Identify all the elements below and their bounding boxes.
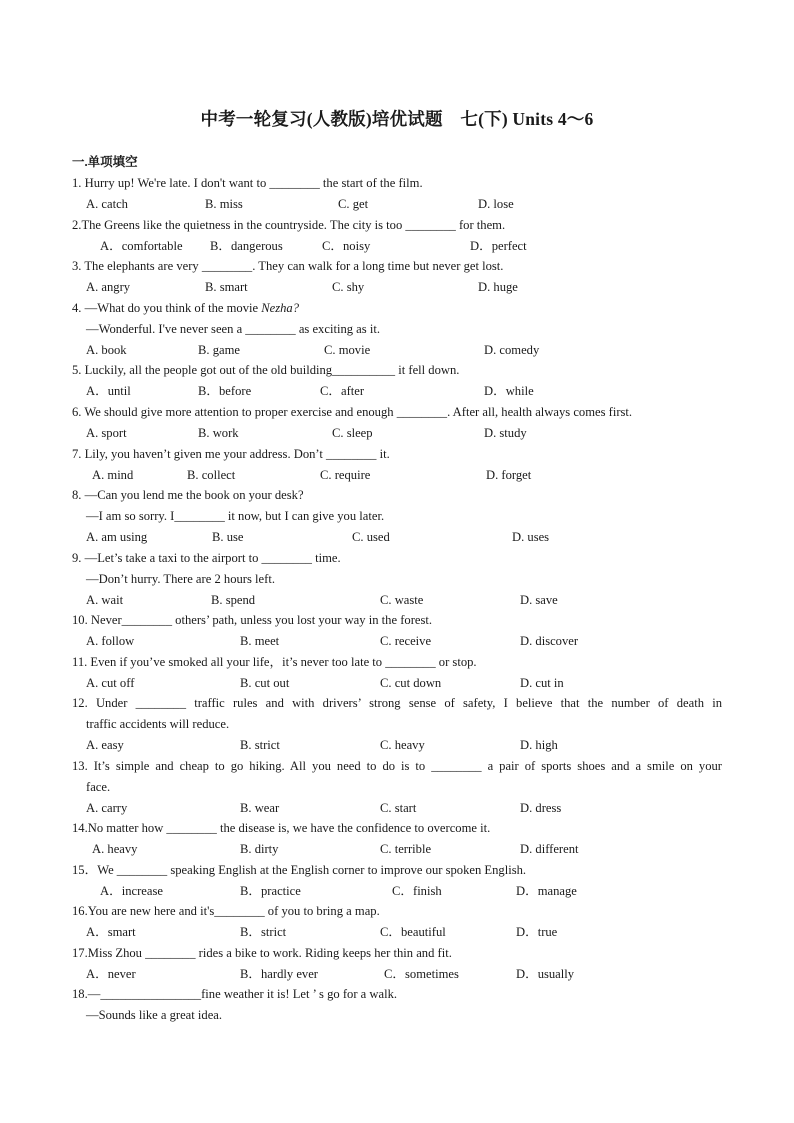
question-stem: 8. —Can you lend me the book on your desk?: [72, 488, 304, 502]
answer-option-a: A. follow: [86, 633, 135, 648]
answer-option-b: B. game: [198, 342, 240, 357]
answer-option-a: A．never: [86, 966, 136, 981]
answer-option-b: B．dangerous: [210, 238, 283, 253]
answer-option-b: B. cut out: [240, 675, 290, 690]
answer-option-d: D．true: [516, 924, 558, 939]
answer-option-a: A．increase: [100, 883, 163, 898]
question-stem: 10. Never________ others’ path, unless you lost your way in the forest.: [72, 613, 433, 627]
answer-option-d: D．manage: [516, 883, 577, 898]
answer-option-d: D. uses: [512, 529, 550, 544]
question-stem: 7. Lily, you haven’t given me your address. Don’t ________ it.: [72, 447, 390, 461]
page-title: 中考一轮复习(人教版)培优试题 七(下) Units 4～6: [200, 109, 594, 129]
answer-option-d: D. lose: [478, 196, 514, 211]
answer-option-b: B. miss: [205, 196, 243, 211]
answer-option-a: A．comfortable: [100, 238, 183, 253]
question-line: traffic accidents will reduce.: [86, 716, 230, 731]
answer-option-b: B．hardly ever: [240, 966, 318, 981]
question-stem: 12. Under ________ traffic rules and with drivers’ strong sense of safety, I believe that the number of death in: [72, 696, 722, 710]
question-stem: 2.The Greens like the quietness in the countryside. The city is too ________ for them.: [72, 218, 506, 232]
question-stem: 6. We should give more attention to proper exercise and enough ________. After all, health always comes first.: [72, 405, 633, 419]
answer-option-c: C. used: [352, 529, 390, 544]
answer-option-a: A. easy: [86, 737, 124, 752]
question-stem: 3. The elephants are very ________. They can walk for a long time but never get lost.: [72, 259, 504, 273]
section-heading: 一.单项填空: [72, 155, 138, 169]
answer-option-b: B. work: [198, 425, 239, 440]
question-stem: 17.Miss Zhou ________ rides a bike to work. Riding keeps her thin and fit.: [72, 946, 452, 960]
question-stem: 9. —Let’s take a taxi to the airport to ________ time.: [72, 551, 341, 565]
answer-option-c: C. require: [320, 467, 371, 482]
answer-option-a: A. am using: [86, 529, 148, 544]
answer-option-c: C. shy: [332, 279, 365, 294]
answer-option-d: D．perfect: [470, 238, 527, 253]
question-stem: 14.No matter how ________ the disease is, we have the confidence to overcome it.: [72, 821, 491, 835]
answer-option-c: C. start: [380, 800, 417, 815]
answer-option-a: A. book: [86, 342, 127, 357]
question-stem: 16.You are new here and it's________ of you to bring a map.: [72, 904, 380, 918]
question-line: —Wonderful. I've never seen a ________ as exciting as it.: [86, 321, 380, 336]
answer-option-d: D. discover: [520, 633, 579, 648]
answer-option-a: A. wait: [86, 592, 124, 607]
answer-option-d: D. high: [520, 737, 558, 752]
answer-option-d: D. save: [520, 592, 558, 607]
answer-option-a: A. angry: [86, 279, 131, 294]
answer-option-d: D. forget: [486, 467, 532, 482]
answer-option-d: D．while: [484, 383, 534, 398]
question-stem: 1. Hurry up! We're late. I don't want to ________ the start of the film.: [72, 176, 423, 190]
answer-option-d: D. comedy: [484, 342, 540, 357]
answer-option-c: C．noisy: [322, 238, 371, 253]
answer-option-d: D. different: [520, 841, 579, 856]
question-line: —I am so sorry. I________ it now, but I can give you later.: [86, 508, 385, 523]
movie-title: Nezha?: [261, 301, 300, 315]
answer-option-a: A．smart: [86, 924, 136, 939]
question-line: face.: [86, 779, 111, 794]
answer-option-a: A．until: [86, 383, 131, 398]
question-line: —Don’t hurry. There are 2 hours left.: [86, 571, 275, 586]
answer-option-c: C. sleep: [332, 425, 373, 440]
question-stem: 13. It’s simple and cheap to go hiking. All you need to do is to ________ a pair of sports shoes and a smile on your: [72, 759, 722, 773]
answer-option-b: B．practice: [240, 883, 301, 898]
answer-option-d: D. cut in: [520, 675, 564, 690]
answer-option-c: C. waste: [380, 592, 424, 607]
answer-option-a: A. catch: [86, 196, 128, 211]
answer-option-b: B. smart: [205, 279, 248, 294]
question-stem: 18.—________________fine weather it is! Let ’ s go for a walk.: [72, 987, 398, 1001]
answer-option-c: C. movie: [324, 342, 371, 357]
answer-option-b: B. collect: [187, 467, 236, 482]
answer-option-c: C. terrible: [380, 841, 432, 856]
question-stem: 11. Even if you’ve smoked all your life，it’s never too late to ________ or stop.: [72, 655, 477, 669]
answer-option-a: A. heavy: [92, 841, 138, 856]
question-line: —Sounds like a great idea.: [86, 1007, 223, 1022]
answer-option-a: A. mind: [92, 467, 134, 482]
answer-option-c: C．finish: [392, 883, 442, 898]
answer-option-b: B. use: [212, 529, 244, 544]
answer-option-c: C. cut down: [380, 675, 442, 690]
answer-option-d: D. study: [484, 425, 527, 440]
answer-option-b: B. strict: [240, 737, 280, 752]
answer-option-a: A. cut off: [86, 675, 135, 690]
answer-option-c: C．after: [320, 383, 365, 398]
answer-option-d: D．usually: [516, 966, 575, 981]
answer-option-c: C．sometimes: [384, 966, 459, 981]
answer-option-d: D. dress: [520, 800, 562, 815]
answer-option-a: A. carry: [86, 800, 128, 815]
answer-option-a: A. sport: [86, 425, 127, 440]
question-stem: 15．We ________ speaking English at the English corner to improve our spoken English.: [72, 863, 527, 877]
answer-option-d: D. huge: [478, 279, 518, 294]
answer-option-c: C. get: [338, 196, 369, 211]
answer-option-b: B．strict: [240, 924, 287, 939]
answer-option-c: C. receive: [380, 633, 432, 648]
answer-option-c: C. heavy: [380, 737, 425, 752]
answer-option-b: B. dirty: [240, 841, 279, 856]
answer-option-b: B．before: [198, 383, 252, 398]
answer-option-b: B. wear: [240, 800, 280, 815]
question-stem: 5. Luckily, all the people got out of the old building__________ it fell down.: [72, 363, 460, 377]
question-stem: 4. —What do you think of the movie Nezha?: [72, 301, 300, 315]
answer-option-b: B. spend: [211, 592, 256, 607]
answer-option-c: C．beautiful: [380, 924, 446, 939]
answer-option-b: B. meet: [240, 633, 280, 648]
